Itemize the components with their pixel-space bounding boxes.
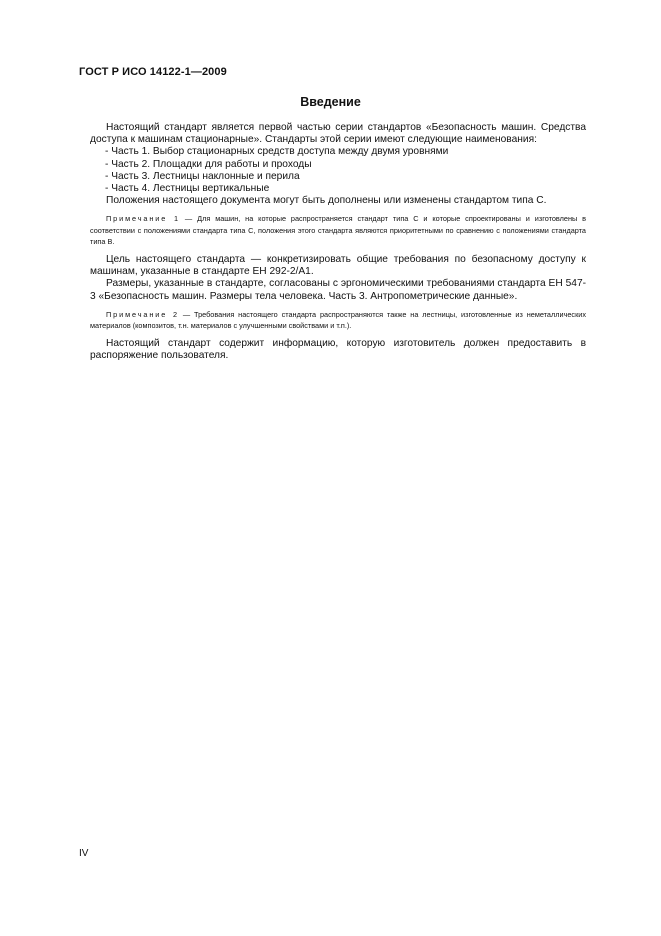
note-2-label: Примечание 2	[106, 309, 179, 319]
section-title: Введение	[300, 95, 361, 109]
list-item: - Часть 2. Площадки для работы и проходы	[105, 158, 312, 170]
note-1-text: — Для машин, на которые распространяется стандарт типа С и которые спроектированы и изготовлены в соответствии с положениями стандарта типа С, положения этого стандарта являются приоритетными по сравнению с положениями стандарта типа В.	[90, 214, 587, 247]
amendment-paragraph: Положения настоящего документа могут быть дополнены или изменены стандартом типа С.	[106, 195, 547, 207]
note-2-text: — Требования настоящего стандарта распространяются также на лестницы, изготовленные из неметаллических материалов (композитов, т.н. материалов с улучшенными свойствами и т.п.).	[90, 309, 586, 331]
list-item: - Часть 1. Выбор стационарных средств доступа между двумя уровнями	[105, 146, 449, 158]
purpose-paragraph: Цель настоящего стандарта — конкретизировать общие требования по безопасному доступу к машинам, указанные в стандарте ЕН 292-2/А1.	[90, 253, 586, 278]
intro-paragraph: Настоящий стандарт является первой частью серии стандартов «Безопасность машин. Средства доступа к машинам стационарные». Стандарты этой серии имеют следующие наименования:	[90, 122, 586, 146]
document-body	[90, 122, 586, 362]
page-number: IV	[79, 848, 89, 859]
info-paragraph: Настоящий стандарт содержит информацию, которую изготовитель должен предоставить в распоряжение пользователя.	[90, 337, 586, 361]
note-2	[90, 309, 586, 332]
list-item: - Часть 4. Лестницы вертикальные	[105, 183, 270, 195]
document-code: ГОСТ Р ИСО 14122-1—2009	[79, 66, 227, 78]
dimensions-paragraph: Размеры, указанные в стандарте, согласованы с эргономическими требованиями стандарта ЕН 547-3 «Безопасность машин. Размеры тела человека. Часть 3. Антропометрические данные».	[90, 278, 586, 302]
list-item: - Часть 3. Лестницы наклонные и перила	[105, 170, 300, 182]
note-1	[90, 213, 586, 248]
note-1-label: Примечание 1	[106, 214, 181, 224]
